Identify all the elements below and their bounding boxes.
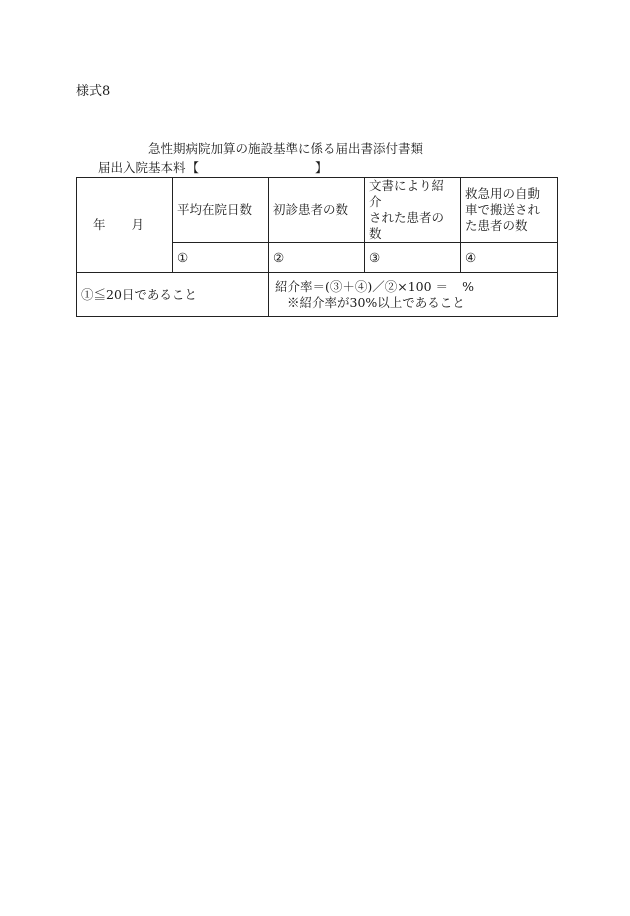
- header-avg-stay: [173, 178, 269, 243]
- month-label: 月: [131, 217, 145, 232]
- header-ambulance: [461, 178, 558, 243]
- circled-number-2: ②: [273, 249, 285, 265]
- ratio-cell: [269, 273, 558, 317]
- header-referral: [365, 178, 461, 243]
- fee-bracket-close: 】: [315, 160, 328, 175]
- fee-label: 届出入院基本料: [98, 160, 186, 175]
- header-referral-line2: された患者の数: [369, 210, 445, 241]
- footer-row: [77, 273, 558, 317]
- form-number: 様式8: [76, 84, 111, 99]
- condition-text: ①≦20日であること: [81, 286, 197, 302]
- value-cell-1[interactable]: [173, 243, 269, 273]
- document-title: 急性期病院加算の施設基準に係る届出書添付書類: [148, 141, 424, 156]
- value-cell-3[interactable]: [365, 243, 461, 273]
- circled-number-4: ④: [465, 249, 477, 265]
- ratio-formula-line: [275, 279, 553, 295]
- header-ambulance-line2: 車で搬送され: [465, 202, 541, 217]
- criteria-table: [76, 177, 558, 317]
- value-cell-2[interactable]: [269, 243, 365, 273]
- circled-number-1: ①: [177, 249, 189, 265]
- fee-line: [98, 160, 328, 176]
- condition-cell: [77, 273, 269, 317]
- ratio-formula: 紹介率＝(③＋④)／②×100 ＝: [275, 278, 449, 294]
- ratio-unit: %: [462, 278, 474, 294]
- header-referral-line1: 文書により紹介: [369, 178, 445, 209]
- year-month-cell[interactable]: [77, 178, 173, 273]
- fee-bracket-open: 【: [186, 160, 200, 175]
- header-row: [77, 178, 558, 243]
- year-label: 年: [93, 217, 106, 232]
- header-avg-stay-text: 平均在院日数: [177, 202, 253, 217]
- value-cell-4[interactable]: [461, 243, 558, 273]
- header-first-visit-text: 初診患者の数: [273, 202, 349, 217]
- ratio-note: ※紹介率が30%以上であること: [287, 294, 465, 310]
- circled-number-3: ③: [369, 249, 381, 265]
- header-ambulance-line3: た患者の数: [465, 218, 528, 233]
- header-first-visit: [269, 178, 365, 243]
- header-ambulance-line1: 救急用の自動: [465, 186, 541, 201]
